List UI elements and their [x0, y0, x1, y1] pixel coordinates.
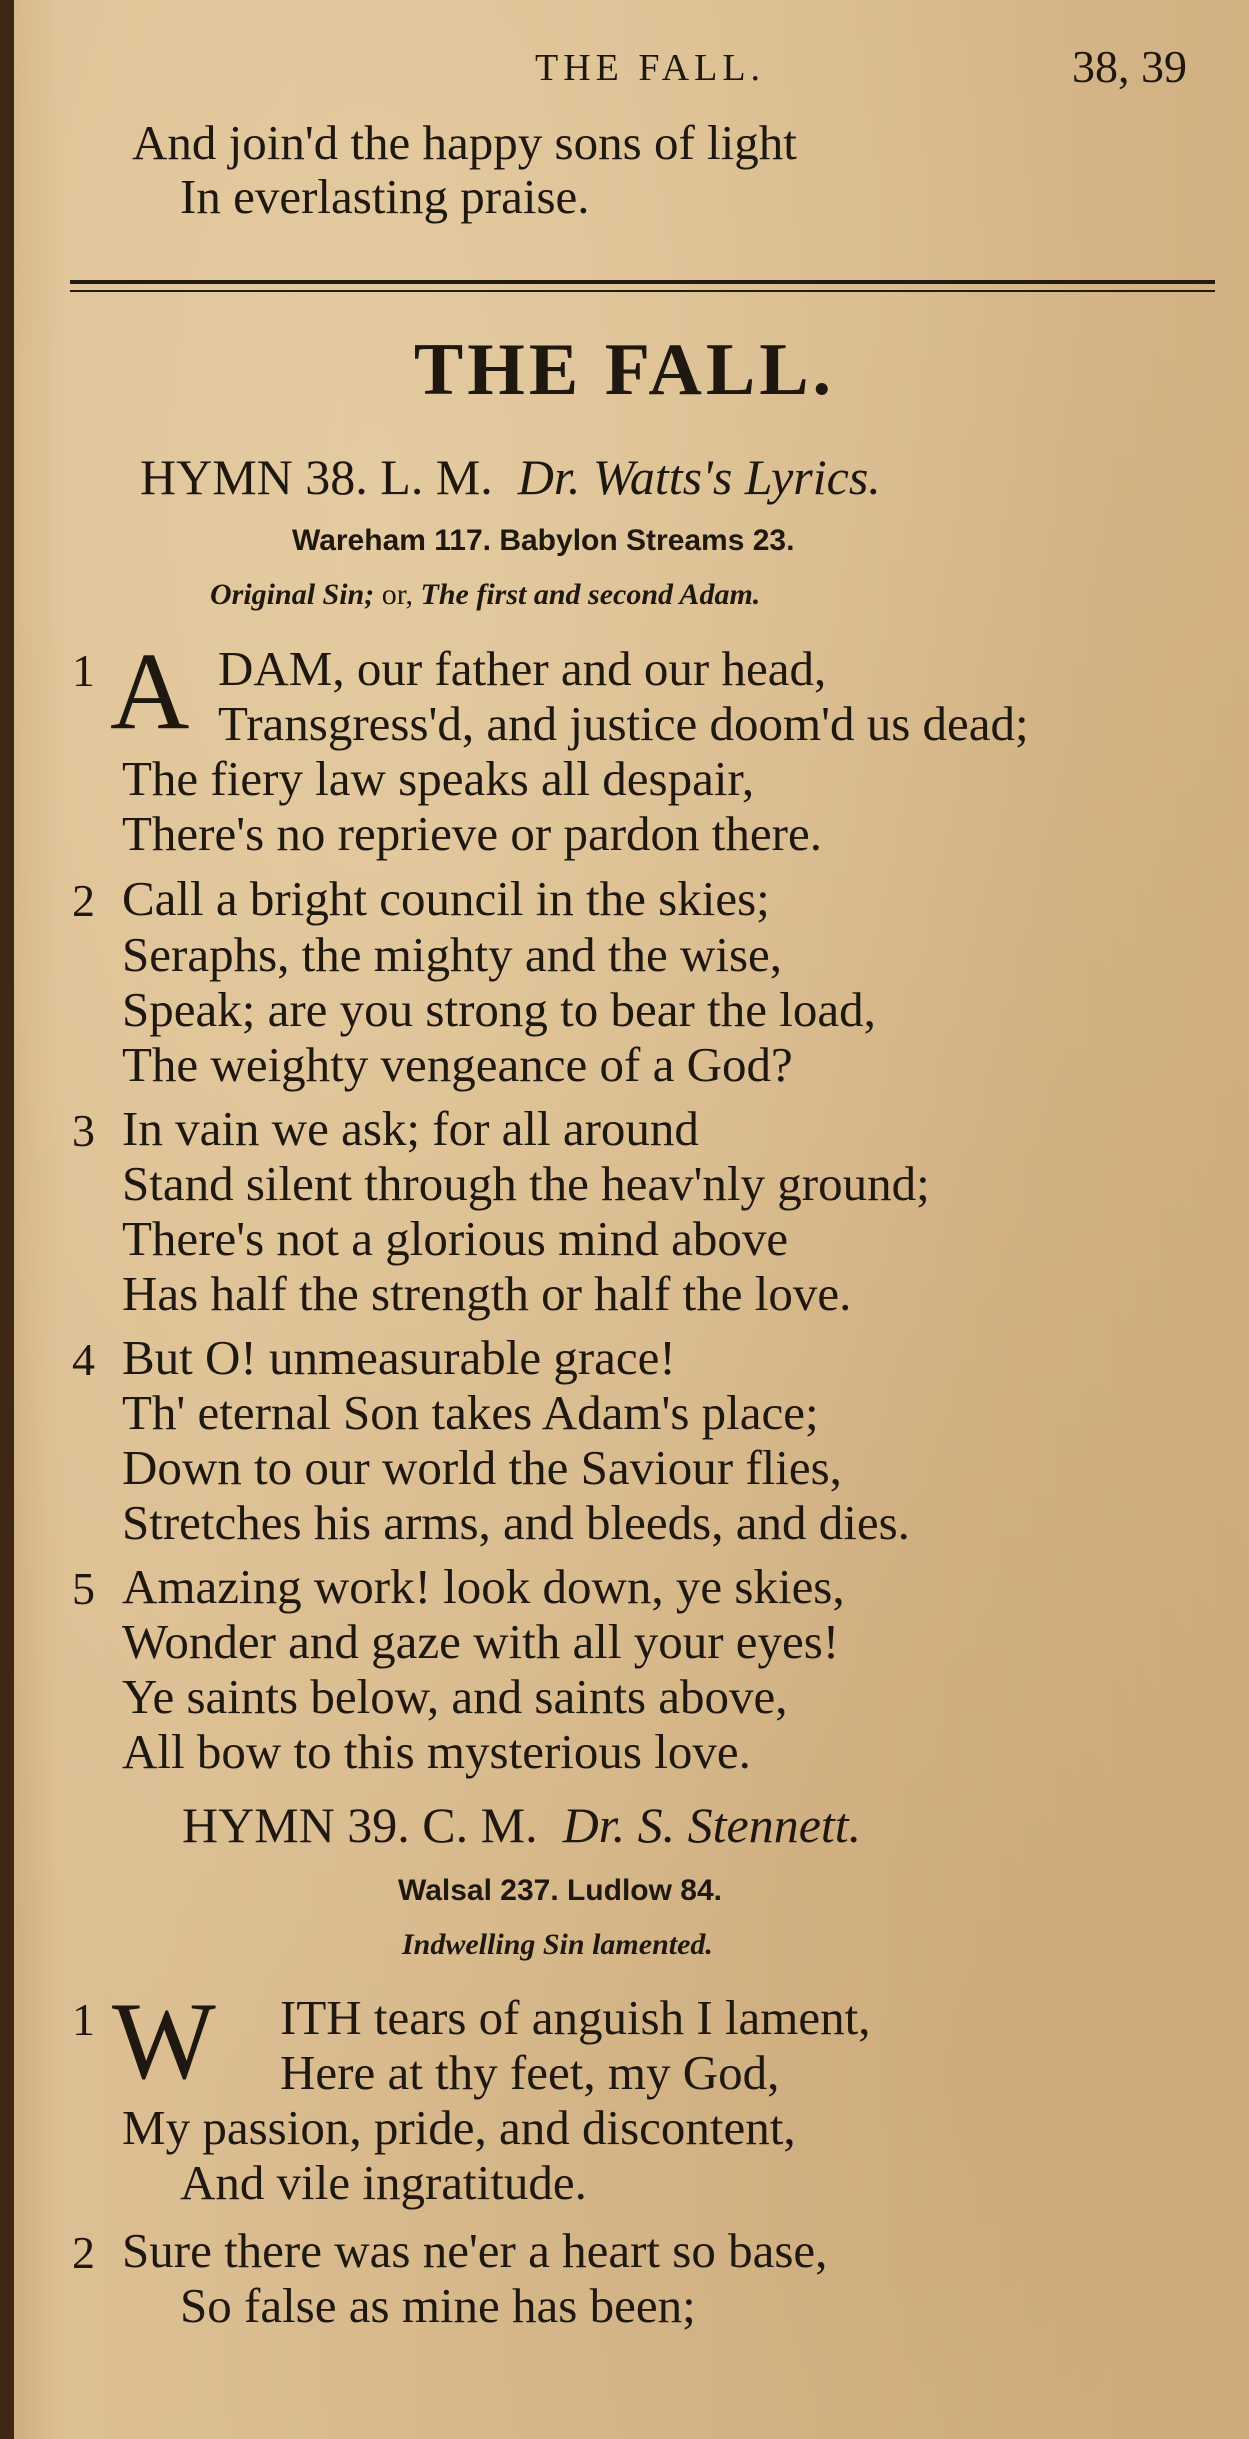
stanza-line: There's no reprieve or pardon there.: [122, 806, 822, 861]
hymn-38-number: HYMN 38. L. M.: [140, 449, 493, 505]
stanza-line: Wonder and gaze with all your eyes!: [122, 1614, 840, 1669]
stanza-line: Here at thy feet, my God,: [280, 2045, 780, 2100]
hymn-38-tunes: Wareham 117. Babylon Streams 23.: [292, 524, 795, 557]
hymn-39-heading: [182, 1796, 861, 1854]
section-divider-thin: [70, 290, 1215, 292]
hymn-39-tunes: Walsal 237. Ludlow 84.: [398, 1874, 722, 1907]
hymn-39-subtitle: Indwelling Sin lamented.: [402, 1928, 713, 1961]
stanza-line: So false as mine has been;: [180, 2278, 696, 2333]
stanza-number: 1: [72, 1994, 95, 2045]
stanza-line: Sure there was ne'er a heart so base,: [122, 2223, 828, 2278]
stanza-number: 2: [72, 2227, 95, 2278]
carryover-line-1: And join'd the happy sons of light: [132, 115, 797, 170]
stanza-line: Ye saints below, and saints above,: [122, 1669, 788, 1724]
stanza-line: Has half the strength or half the love.: [122, 1266, 852, 1321]
stanza-line: Speak; are you strong to bear the load,: [122, 982, 876, 1037]
stanza-line: And vile ingratitude.: [180, 2155, 587, 2210]
stanza-line: But O! unmeasurable grace!: [122, 1330, 676, 1385]
drop-cap: W: [112, 1980, 216, 2102]
hymn-39-number: HYMN 39. C. M.: [182, 1797, 538, 1853]
stanza-number: 2: [72, 875, 95, 926]
carryover-line-2: In everlasting praise.: [180, 169, 590, 224]
stanza-line: In vain we ask; for all around: [122, 1101, 699, 1156]
stanza-line: Seraphs, the mighty and the wise,: [122, 927, 783, 982]
hymn-38-subtitle-b: The first and second Adam.: [420, 578, 761, 611]
stanza-line: Amazing work! look down, ye skies,: [122, 1559, 845, 1614]
stanza-line: The fiery law speaks all despair,: [122, 751, 755, 806]
hymn-38-subtitle: [210, 578, 760, 612]
stanza-line: My passion, pride, and discontent,: [122, 2100, 796, 2155]
stanza-number: 1: [72, 645, 95, 696]
stanza-line: DAM, our father and our head,: [218, 641, 827, 696]
stanza-line: Th' eternal Son takes Adam's place;: [122, 1385, 819, 1440]
section-title: THE FALL.: [413, 329, 836, 411]
stanza-line: Stand silent through the heav'nly ground;: [122, 1156, 930, 1211]
stanza-line: There's not a glorious mind above: [122, 1211, 789, 1266]
stanza-number: 3: [72, 1105, 95, 1156]
stanza-line: Down to our world the Saviour flies,: [122, 1440, 842, 1495]
stanza-number: 4: [72, 1334, 95, 1385]
stanza-line: The weighty vengeance of a God?: [122, 1037, 793, 1092]
hymn-39-author: Dr. S. Stennett.: [562, 1797, 862, 1853]
stanza-line: ITH tears of anguish I lament,: [280, 1990, 871, 2045]
stanza-number: 5: [72, 1563, 95, 1614]
section-divider: [70, 280, 1215, 284]
running-title: THE FALL.: [535, 47, 766, 89]
stanza-line: Stretches his arms, and bleeds, and dies.: [122, 1495, 910, 1550]
stanza-line: Transgress'd, and justice doom'd us dead;: [218, 696, 1029, 751]
hymn-38-heading: [140, 448, 881, 506]
hymn-38-subtitle-or: or,: [381, 578, 414, 611]
stanza-line: Call a bright council in the skies;: [122, 871, 770, 926]
hymn-38-subtitle-a: Original Sin;: [210, 578, 375, 611]
stanza-line: All bow to this mysterious love.: [122, 1724, 751, 1779]
page-numbers: 38, 39: [1072, 41, 1187, 92]
drop-cap: A: [110, 630, 190, 752]
hymn-38-author: Dr. Watts's Lyrics.: [517, 449, 881, 505]
